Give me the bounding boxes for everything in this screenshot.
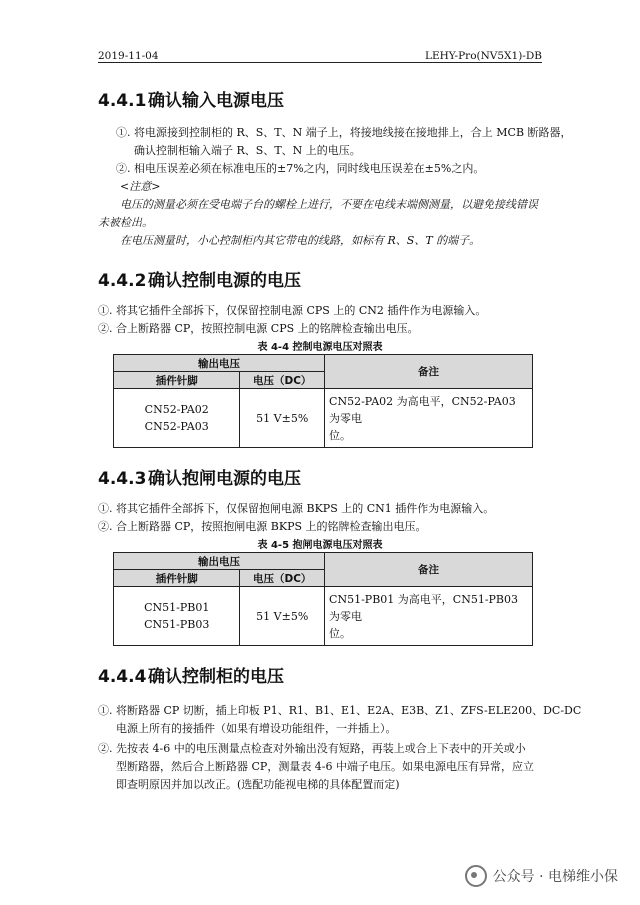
paragraph: ②. 合上断路器 CP，按照抱闸电源 BKPS 上的铭牌检查输出电压。 — [98, 520, 427, 533]
section-heading-4-4-2 — [98, 266, 301, 291]
remark-line: 位。 — [329, 428, 352, 442]
note-label: <注意> — [120, 180, 161, 193]
header-voltage: 电压（DC） — [240, 372, 325, 389]
remark-line: CN52-PA02 为高电平，CN52-PA03 为零电 — [329, 394, 516, 425]
header-rule — [98, 62, 542, 63]
paragraph: ②. 合上断路器 CP，按照控制电源 CPS 上的铭牌检查输出电压。 — [98, 322, 419, 335]
section-number: 4.4.4 — [98, 667, 147, 687]
pin-value: CN52-PA02 — [144, 403, 209, 416]
remark-line: CN51-PB01 为高电平，CN51-PB03 为零电 — [329, 592, 519, 623]
pin-cell — [114, 587, 240, 646]
remark-line: 位。 — [329, 626, 352, 640]
page-header — [98, 44, 542, 62]
section-heading-4-4-4 — [98, 662, 284, 687]
control-power-voltage-table — [113, 354, 533, 448]
note-text: 未被检出。 — [98, 216, 153, 229]
paragraph: 型断路器，然后合上断路器 CP，测量表 4-6 中端子电压。如果电源电压有异常，应立 — [116, 760, 535, 773]
section-title: 确认输入电源电压 — [148, 91, 284, 111]
paragraph: ①. 将断路器 CP 切断，插上印板 P1、R1、B1、E1、E2A、E3B、Z1、ZFS-ELE200、DC-DC — [98, 704, 582, 717]
section-heading-4-4-1 — [98, 86, 284, 111]
paragraph: ②. 相电压误差必须在标准电压的±7%之内，同时线电压误差在±5%之内。 — [116, 162, 485, 175]
header-pin: 插件针脚 — [114, 372, 240, 389]
header-output-voltage: 输出电压 — [114, 553, 325, 570]
header-remark: 备注 — [325, 355, 533, 389]
header-remark: 备注 — [325, 553, 533, 587]
header-pin: 插件针脚 — [114, 570, 240, 587]
paragraph: ①. 将其它插件全部拆下，仅保留抱闸电源 BKPS 上的 CN1 插件作为电源输入。 — [98, 502, 495, 515]
table-caption: 表 4-4 控制电源电压对照表 — [257, 342, 383, 353]
paragraph: ②. 先按表 4-6 中的电压测量点检查对外输出没有短路，再装上或合上下表中的开关或小 — [98, 742, 526, 755]
wechat-icon — [465, 865, 487, 887]
watermark-text: 公众号 · 电梯维小保 — [492, 869, 618, 885]
header-date: 2019-11-04 — [98, 50, 159, 62]
brake-power-voltage-table — [113, 552, 533, 646]
table-row — [114, 587, 533, 646]
table-row — [114, 389, 533, 448]
pin-value: CN52-PA03 — [144, 420, 209, 433]
header-output-voltage: 输出电压 — [114, 355, 325, 372]
table-caption: 表 4-5 抱闸电源电压对照表 — [257, 540, 383, 551]
note-text: 在电压测量时，小心控制柜内其它带电的线路，如标有 R、S、T 的端子。 — [120, 234, 481, 247]
section-title: 确认控制柜的电压 — [148, 667, 284, 687]
pin-cell — [114, 389, 240, 448]
note-text: 电压的测量必须在受电端子台的螺栓上进行，不要在电线末端侧测量，以避免接线错误 — [120, 198, 538, 211]
header-doc-id: LEHY-Pro(NV5X1)-DB — [424, 50, 542, 62]
paragraph: 电源上所有的接插件（如果有增设功能组件，一并插上）。 — [116, 722, 397, 735]
section-number: 4.4.2 — [98, 271, 147, 291]
voltage-cell: 51 V±5% — [240, 389, 325, 448]
section-heading-4-4-3 — [98, 464, 301, 489]
watermark — [465, 865, 618, 887]
remark-cell — [325, 587, 533, 646]
paragraph: ①. 将电源接到控制柜的 R、S、T、N 端子上，将接地线接在接地排上，合上 MCB 断路器， — [116, 126, 572, 139]
paragraph: ①. 将其它插件全部拆下，仅保留控制电源 CPS 上的 CN2 插件作为电源输入。 — [98, 304, 487, 317]
header-voltage: 电压（DC） — [240, 570, 325, 587]
pin-value: CN51-PB03 — [144, 618, 210, 631]
pin-value: CN51-PB01 — [144, 601, 210, 614]
voltage-cell: 51 V±5% — [240, 587, 325, 646]
section-number: 4.4.3 — [98, 469, 147, 489]
remark-cell — [325, 389, 533, 448]
paragraph: 即查明原因并加以改正。(选配功能视电梯的具体配置而定) — [116, 778, 400, 791]
section-title: 确认控制电源的电压 — [148, 271, 301, 291]
section-title: 确认抱闸电源的电压 — [148, 469, 301, 489]
paragraph: 确认控制柜输入端子 R、S、T、N 上的电压。 — [134, 144, 361, 157]
section-number: 4.4.1 — [98, 91, 147, 111]
